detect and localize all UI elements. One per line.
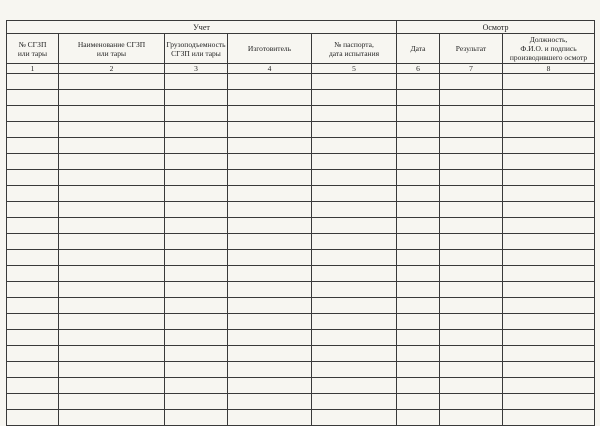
table-cell: [440, 250, 503, 266]
column-number: 4: [228, 64, 312, 74]
table-cell: [397, 346, 440, 362]
table-row: [7, 202, 595, 218]
table-cell: [165, 330, 228, 346]
table-cell: [312, 234, 397, 250]
table-cell: [312, 330, 397, 346]
table-cell: [165, 298, 228, 314]
table-cell: [312, 298, 397, 314]
table-row: [7, 362, 595, 378]
table-cell: [397, 330, 440, 346]
group-header-inspection: Осмотр: [397, 21, 595, 34]
table-cell: [228, 74, 312, 90]
table-cell: [503, 234, 595, 250]
table-cell: [7, 266, 59, 282]
table-cell: [228, 90, 312, 106]
table-row: [7, 250, 595, 266]
table-cell: [7, 282, 59, 298]
table-cell: [397, 186, 440, 202]
table-cell: [440, 394, 503, 410]
table-cell: [59, 138, 165, 154]
table-row: [7, 282, 595, 298]
column-number-row: [7, 64, 595, 74]
table-cell: [7, 394, 59, 410]
table-cell: [440, 298, 503, 314]
table-cell: [312, 250, 397, 266]
table-cell: [59, 314, 165, 330]
table-cell: [440, 186, 503, 202]
group-header-accounting: Учет: [7, 21, 397, 34]
table-cell: [7, 234, 59, 250]
table-cell: [312, 90, 397, 106]
column-number: 6: [397, 64, 440, 74]
table-cell: [228, 234, 312, 250]
table-cell: [228, 314, 312, 330]
column-header-passport: № паспорта, дата испытания: [312, 34, 397, 64]
table-cell: [228, 186, 312, 202]
table-cell: [7, 106, 59, 122]
table-cell: [7, 90, 59, 106]
table-cell: [59, 282, 165, 298]
table-cell: [312, 394, 397, 410]
table-cell: [228, 346, 312, 362]
table-cell: [59, 250, 165, 266]
table-cell: [503, 394, 595, 410]
table-cell: [397, 282, 440, 298]
table-cell: [397, 122, 440, 138]
table-cell: [397, 362, 440, 378]
table-cell: [7, 138, 59, 154]
table-row: [7, 138, 595, 154]
table-cell: [165, 122, 228, 138]
table-cell: [165, 250, 228, 266]
table-cell: [165, 314, 228, 330]
column-header-number: № СГЗП или тары: [7, 34, 59, 64]
table-cell: [397, 250, 440, 266]
table-cell: [59, 378, 165, 394]
table-cell: [397, 90, 440, 106]
table-cell: [503, 138, 595, 154]
column-header-date: Дата: [397, 34, 440, 64]
table-cell: [503, 90, 595, 106]
log-entries: [7, 74, 595, 426]
table-cell: [440, 218, 503, 234]
table-cell: [503, 154, 595, 170]
table-cell: [59, 330, 165, 346]
column-header-row: [7, 34, 595, 64]
table-cell: [165, 138, 228, 154]
table-cell: [7, 378, 59, 394]
table-cell: [312, 410, 397, 426]
table-cell: [440, 346, 503, 362]
table-cell: [228, 202, 312, 218]
table-cell: [440, 74, 503, 90]
table-cell: [312, 362, 397, 378]
table-cell: [440, 330, 503, 346]
table-cell: [397, 106, 440, 122]
table-cell: [165, 410, 228, 426]
table-cell: [312, 346, 397, 362]
table-cell: [165, 218, 228, 234]
table-row: [7, 170, 595, 186]
table-cell: [312, 186, 397, 202]
table-row: [7, 330, 595, 346]
table-cell: [440, 266, 503, 282]
table-cell: [165, 234, 228, 250]
column-number: 8: [503, 64, 595, 74]
column-header-result: Результат: [440, 34, 503, 64]
table-cell: [312, 154, 397, 170]
table-row: [7, 90, 595, 106]
table-row: [7, 298, 595, 314]
table-cell: [503, 186, 595, 202]
table-cell: [440, 138, 503, 154]
table-cell: [503, 106, 595, 122]
table-cell: [312, 282, 397, 298]
table-cell: [7, 186, 59, 202]
table-cell: [312, 74, 397, 90]
column-header-manufacturer: Изготовитель: [228, 34, 312, 64]
table-cell: [503, 122, 595, 138]
table-cell: [59, 170, 165, 186]
table-cell: [228, 378, 312, 394]
table-cell: [7, 346, 59, 362]
table-cell: [59, 234, 165, 250]
table-cell: [228, 282, 312, 298]
table-cell: [228, 154, 312, 170]
table-cell: [7, 202, 59, 218]
table-cell: [59, 122, 165, 138]
table-cell: [312, 122, 397, 138]
table-cell: [312, 266, 397, 282]
inspection-log-sheet: [6, 20, 594, 426]
table-cell: [397, 410, 440, 426]
table-cell: [503, 410, 595, 426]
table-cell: [312, 106, 397, 122]
table-cell: [397, 154, 440, 170]
table-cell: [312, 138, 397, 154]
table-cell: [7, 330, 59, 346]
table-row: [7, 346, 595, 362]
table-cell: [228, 250, 312, 266]
table-cell: [397, 394, 440, 410]
table-cell: [228, 298, 312, 314]
table-cell: [440, 122, 503, 138]
table-cell: [59, 74, 165, 90]
table-cell: [503, 218, 595, 234]
table-cell: [440, 314, 503, 330]
table-cell: [165, 170, 228, 186]
table-cell: [7, 74, 59, 90]
table-cell: [59, 106, 165, 122]
table-cell: [228, 218, 312, 234]
table-cell: [397, 138, 440, 154]
table-row: [7, 314, 595, 330]
table-cell: [228, 170, 312, 186]
table-cell: [397, 266, 440, 282]
table-cell: [440, 410, 503, 426]
table-cell: [59, 394, 165, 410]
table-cell: [7, 362, 59, 378]
table-cell: [503, 378, 595, 394]
table-cell: [165, 186, 228, 202]
table-cell: [503, 362, 595, 378]
table-cell: [59, 90, 165, 106]
table-cell: [397, 378, 440, 394]
column-header-name: Наименование СГЗП или тары: [59, 34, 165, 64]
table-row: [7, 410, 595, 426]
table-cell: [165, 282, 228, 298]
table-cell: [59, 186, 165, 202]
table-cell: [59, 298, 165, 314]
table-cell: [165, 346, 228, 362]
column-number: 5: [312, 64, 397, 74]
table-cell: [59, 362, 165, 378]
table-cell: [503, 74, 595, 90]
table-cell: [228, 122, 312, 138]
table-cell: [440, 234, 503, 250]
table-row: [7, 378, 595, 394]
table-cell: [440, 106, 503, 122]
table-cell: [397, 74, 440, 90]
table-cell: [312, 170, 397, 186]
table-cell: [7, 250, 59, 266]
table-cell: [59, 154, 165, 170]
table-cell: [59, 346, 165, 362]
group-header-row: [7, 21, 595, 34]
column-number: 3: [165, 64, 228, 74]
column-header-capacity: Грузоподъемность СГЗП или тары: [165, 34, 228, 64]
table-cell: [165, 90, 228, 106]
table-cell: [312, 378, 397, 394]
table-cell: [440, 170, 503, 186]
table-cell: [503, 266, 595, 282]
table-cell: [228, 410, 312, 426]
table-cell: [7, 314, 59, 330]
table-row: [7, 218, 595, 234]
table-cell: [397, 234, 440, 250]
table-cell: [228, 330, 312, 346]
table-cell: [7, 218, 59, 234]
table-row: [7, 122, 595, 138]
table-cell: [228, 362, 312, 378]
column-number: 1: [7, 64, 59, 74]
table-cell: [165, 266, 228, 282]
table-cell: [59, 266, 165, 282]
table-row: [7, 394, 595, 410]
table-cell: [59, 410, 165, 426]
table-cell: [59, 202, 165, 218]
table-cell: [228, 106, 312, 122]
table-cell: [503, 202, 595, 218]
table-row: [7, 186, 595, 202]
table-cell: [312, 202, 397, 218]
table-cell: [503, 330, 595, 346]
table-cell: [165, 106, 228, 122]
column-number: 2: [59, 64, 165, 74]
table-cell: [503, 250, 595, 266]
table-row: [7, 266, 595, 282]
table-row: [7, 154, 595, 170]
table-cell: [7, 154, 59, 170]
inspection-log-table: [6, 20, 595, 426]
table-cell: [440, 90, 503, 106]
table-cell: [503, 298, 595, 314]
table-cell: [228, 138, 312, 154]
table-cell: [165, 394, 228, 410]
table-row: [7, 74, 595, 90]
table-cell: [165, 362, 228, 378]
table-row: [7, 234, 595, 250]
table-cell: [7, 122, 59, 138]
table-cell: [440, 378, 503, 394]
table-cell: [165, 378, 228, 394]
table-cell: [165, 154, 228, 170]
table-cell: [165, 202, 228, 218]
table-cell: [165, 74, 228, 90]
table-cell: [440, 202, 503, 218]
table-cell: [503, 346, 595, 362]
table-cell: [312, 314, 397, 330]
table-cell: [228, 266, 312, 282]
table-cell: [397, 298, 440, 314]
table-cell: [397, 170, 440, 186]
table-cell: [59, 218, 165, 234]
table-cell: [397, 202, 440, 218]
table-cell: [7, 298, 59, 314]
table-cell: [7, 410, 59, 426]
table-cell: [7, 170, 59, 186]
column-header-inspector: Должность, Ф.И.О. и подпись производившего осмотр: [503, 34, 595, 64]
table-cell: [503, 282, 595, 298]
table-cell: [397, 218, 440, 234]
table-cell: [440, 154, 503, 170]
table-cell: [312, 218, 397, 234]
table-cell: [397, 314, 440, 330]
table-cell: [503, 314, 595, 330]
table-cell: [440, 282, 503, 298]
column-number: 7: [440, 64, 503, 74]
table-row: [7, 106, 595, 122]
table-cell: [228, 394, 312, 410]
table-cell: [440, 362, 503, 378]
table-cell: [503, 170, 595, 186]
